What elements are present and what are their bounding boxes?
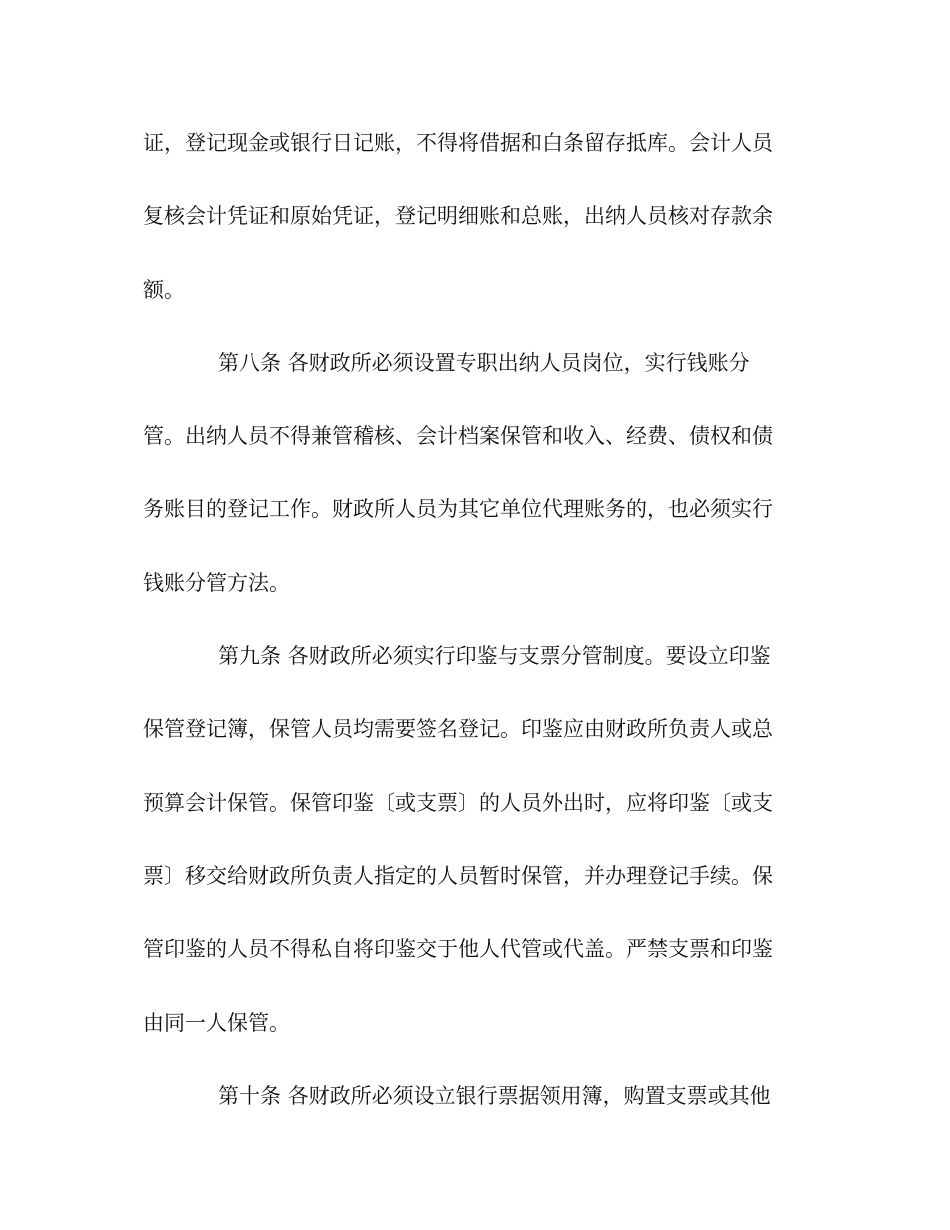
text-line: 务账目的登记工作。财政所人员为其它单位代理账务的，也必须实行 bbox=[143, 497, 773, 522]
document-body bbox=[143, 123, 798, 1149]
text-line: 证，登记现金或银行日记账，不得将借据和白条留存抵库。会计人员 bbox=[143, 131, 773, 155]
text-line: 额。 bbox=[143, 277, 185, 302]
text-line: 管印鉴的人员不得私自将印鉴交于他人代管或代盖。严禁支票和印鉴 bbox=[143, 937, 773, 962]
text-line: 复核会计凭证和原始凭证，登记明细账和总账，出纳人员核对存款余 bbox=[143, 204, 773, 229]
text-line: 管。出纳人员不得兼管稽核、会计档案保管和收入、经费、债权和债 bbox=[143, 424, 773, 449]
text-line: 第十条 各财政所必须设立银行票据领用簿，购置支票或其他 bbox=[218, 1083, 771, 1108]
text-line: 保管登记簿，保管人员均需要签名登记。印鉴应由财政所负责人或总 bbox=[143, 717, 773, 742]
text-line: 第九条 各财政所必须实行印鉴与支票分管制度。要设立印鉴 bbox=[218, 644, 771, 669]
text-line: 钱账分管方法。 bbox=[143, 570, 290, 595]
text-line: 第八条 各财政所必须设置专职出纳人员岗位，实行钱账分 bbox=[218, 350, 750, 375]
text-line: 由同一人保管。 bbox=[143, 1010, 290, 1035]
text-line: 票〕移交给财政所负责人指定的人员暂时保管，并办理登记手续。保 bbox=[143, 863, 773, 888]
text-line: 预算会计保管。保管印鉴〔或支票〕的人员外出时，应将印鉴〔或支 bbox=[143, 790, 773, 815]
